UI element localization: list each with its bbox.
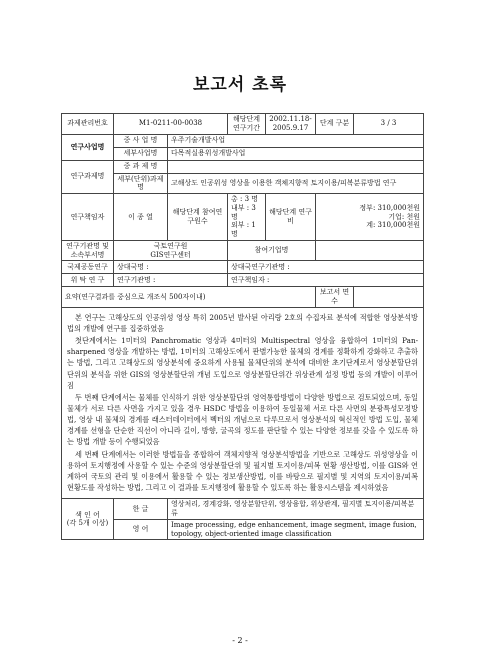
table-row-researchers [62,194,424,241]
summary-header: 요약(연구결과를 중심으로 개조식 500자이내) [62,287,316,308]
count-external: 외부 : 1 명 [231,221,256,238]
table-row-project-main [62,160,424,173]
consign-leader: 연구책임자 : [228,274,424,287]
partner-country: 상대국명 : [114,261,228,274]
count-internal: 내부 : 3 명 [231,203,256,221]
table-row-project-sub [62,173,424,194]
label-organization: 연구기관명 및 소속부서명 [62,240,114,261]
label-project-main: 중 과 제 명 [114,160,168,173]
label-participant-count: 해당단계 참여연구원수 [168,194,228,241]
label-program-main: 중 사 업 명 [114,134,168,147]
partner-institution: 상대국연구기관명 : [228,261,424,274]
table-row-organization [62,240,424,261]
cost-total: 계: 310,000천원 [366,221,421,230]
summary-paragraph-4: 세 번째 단계에서는 이러한 방법들을 종합하여 객체지향적 영상분석방법을 기반으로 고해상도 위성영상을 이용하여 토지행정에 사용할 수 있는 수준의 영상분할단위 및 필지별 토지이용/피복 현황 생산방법, 이를 GIS와 연계하여 국토의 관리 및 이용에서 활용할 수 있는 정보생산방법, 이를 바탕으로 필지별 및 지역의 토지이용/피복 현황도를 작성하는 방법, 그리고 이 결과를 토지행정에 활용할 수 있도록 하는 활용시스템을 제시하였음 [67,449,419,493]
label-period: 해당단계 연구기간 [228,114,266,135]
label-project-sub: 세부(단위)과제명 [114,173,168,194]
summary-paragraph-1: 본 연구는 고해상도의 인공위성 영상 특히 2005년 발사된 아리랑 2호의 수집자료 분석에 적합한 영상분석방법의 개발에 연구를 집중하였음 [67,312,419,333]
summary-body [62,307,424,499]
research-period: 2002.11.18- 2005.9.17 [266,114,316,135]
cost-government: 정부: 310,000천원 [359,203,421,212]
report-abstract-table [61,113,424,540]
table-row-summary-body [62,307,424,499]
page-title: 보고서 초록 [192,75,288,95]
organization-name-1: 국토연구원 [153,241,188,250]
project-main-value [168,160,424,173]
stage-value: 3 / 3 [354,114,424,135]
table-row-keywords-en [62,519,424,540]
label-partner-company: 참여기업명 [228,240,316,261]
table-row-management [62,114,424,135]
label-report-pages: 보고서 면수 [316,287,354,308]
label-keywords [62,499,114,540]
label-keywords-korean: 한 글 [114,499,168,520]
label-leader: 연구책임자 [62,194,114,241]
label-management-number: 과제관리번호 [62,114,114,135]
label-international: 국제공동연구 [62,261,114,274]
table-row-consign [62,274,424,287]
page-number: - 2 - [232,636,248,645]
label-keywords-english: 영 어 [114,519,168,540]
organization-name-2: GIS연구센터 [150,250,191,259]
research-cost [316,194,424,241]
label-cost: 해당단계 연구비 [266,194,316,241]
label-keywords-1: 색 인 어 [75,510,100,519]
label-stage: 단계 구분 [316,114,354,135]
summary-paragraph-2: 첫단계에서는 1미터의 Panchromatic 영상과 4미터의 Multispectral 영상을 융합하여 1미터의 Pan-sharpened 영상을 개발하는 방법, 1미터의 고해상도에서 판별가능한 물체의 경계를 정확하게 강화하고 추출하는 방법, 그리고 고해상도의 영상분석에 중요하게 사용될 물체단위의 분석에 대비한 초기단계로서 영상분할단위 단위의 분석을 위한 GIS의 영상분할단위 개념 도입으로 영상분할단위간 위상관계 설정 방법 등의 개발이 이루어짐 [67,336,419,390]
table-row-international [62,261,424,274]
program-sub-value: 다목적실용위성개발사업 [168,147,424,160]
table-row-summary-header [62,287,424,308]
keywords-english-value: Image processing, edge enhancement, image segment, image fusion, topology, object-oriented image classification [168,519,424,540]
label-program: 연구사업명 [62,134,114,160]
table-row-program-main [62,134,424,147]
management-number: M1-0211-00-0038 [114,114,228,135]
table-row-program-sub [62,147,424,160]
label-consign: 위 탁 연 구 [62,274,114,287]
program-main-value: 우주기술개발사업 [168,134,424,147]
label-keywords-2: (각 5개 이상) [66,519,109,528]
label-program-sub: 세부사업명 [114,147,168,160]
count-total: 총 : 3 명 [231,195,259,203]
partner-company-value [316,240,424,261]
cost-enterprise: 기업: 천원 [388,212,421,221]
participant-counts [228,194,266,241]
keywords-korean-value: 영상처리, 경계강화, 영상분할단위, 영상융합, 위상관계, 필지별 토지이용/피복분류 [168,499,424,520]
label-project: 연구과제명 [62,160,114,194]
organization-name [114,240,228,261]
leader-name: 이 종 열 [114,194,168,241]
table-row-keywords-ko [62,499,424,520]
report-pages-value [354,287,424,308]
summary-paragraph-3: 두 번째 단계에서는 물체를 인식하기 위한 영상분할단위 영역통합방법이 다양한 방법으로 검토되었으며, 동일물체가 서로 다른 사면을 가지고 있을 경우 HSDC 방법을 이용하여 동일물체 서로 다른 사면의 분광특성모정방법, 영상 내 물체의 경계를 래스터데이터에서 벡터의 개념으로 다루므로서 영상분석의 혁신적인 방법 도입, 물체경계를 선형을 단순한 직선이 아니라 길이, 방향, 굴곡의 정도를 판단할 수 있는 다양한 정보를 갖을 수 있도록 하는 방법 개발 등이 수행되었음 [67,392,419,447]
consign-org: 연구기관명 : [114,274,228,287]
project-sub-value: 고해상도 인공위성 영상을 이용한 객체지향적 토지이용/피복분류방법 연구 [168,173,424,194]
